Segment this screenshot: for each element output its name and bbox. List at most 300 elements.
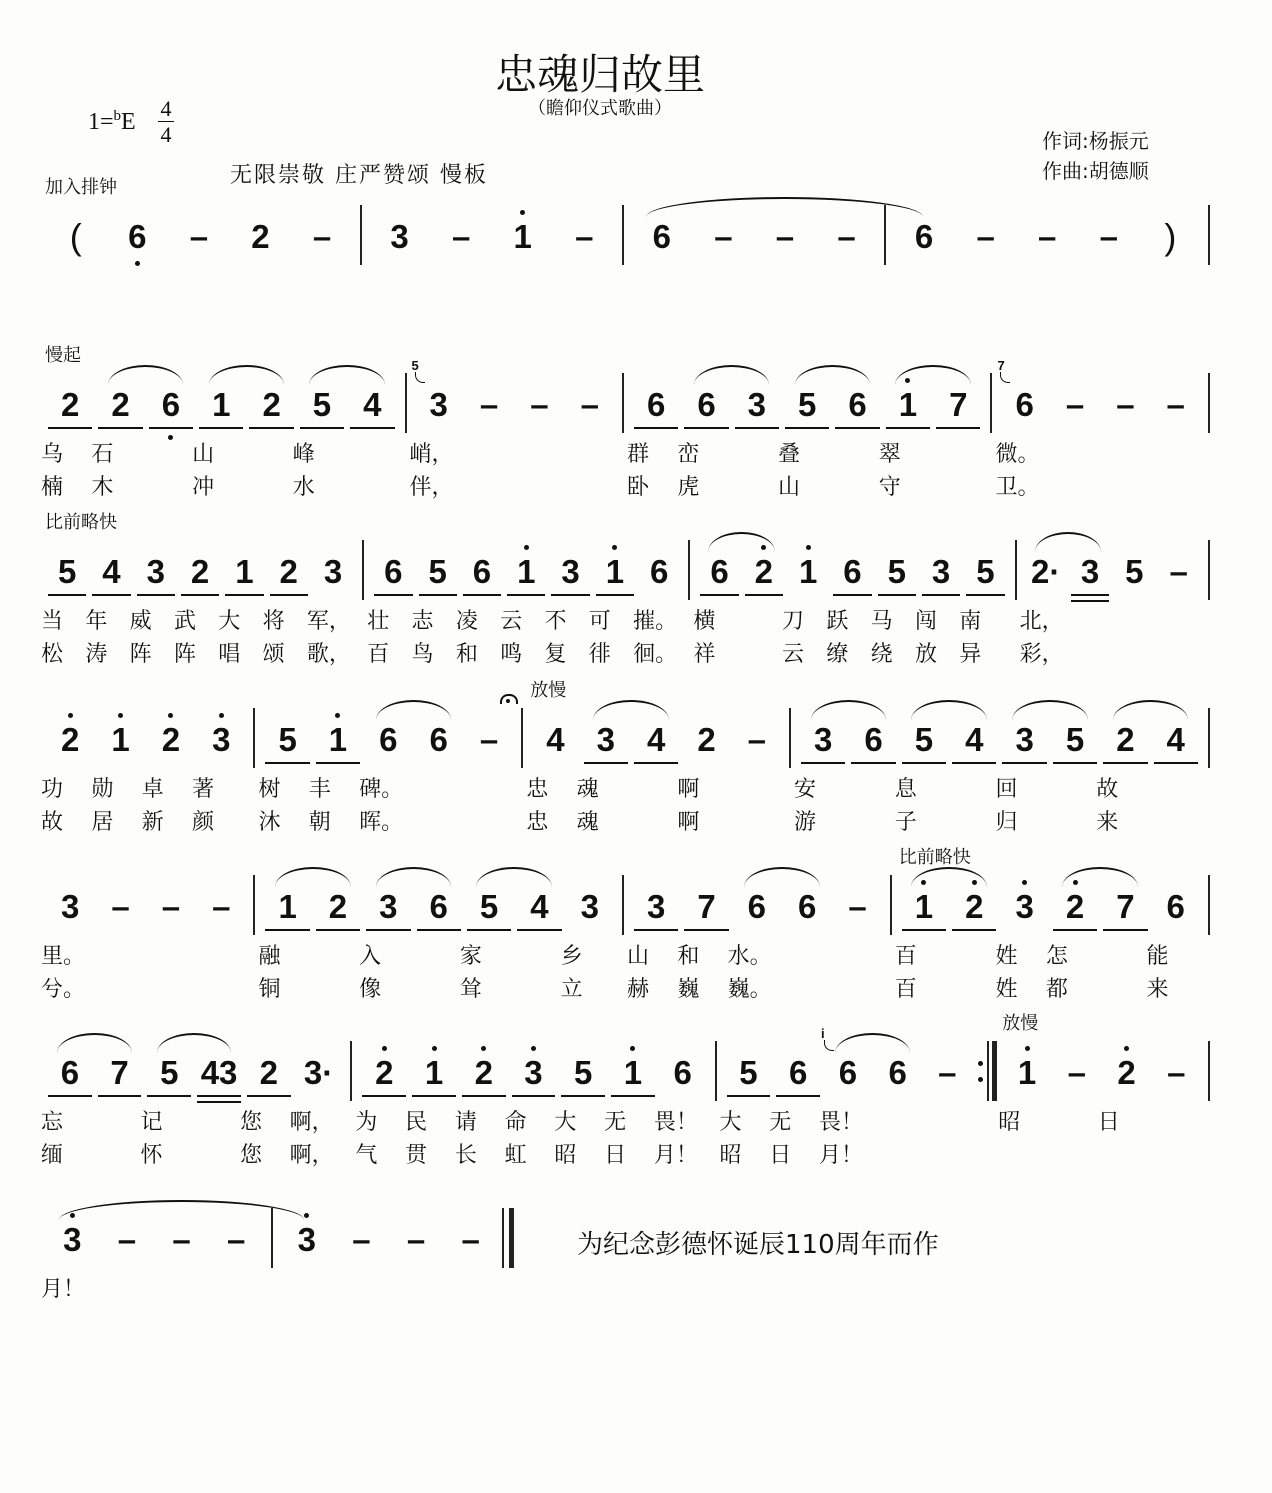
note-cell (914, 512, 963, 682)
underline (270, 594, 308, 596)
dash: – (976, 218, 995, 255)
note: 2 (965, 888, 984, 925)
note: 2 (1116, 721, 1135, 758)
note: 3 (297, 1221, 316, 1258)
lyric-verse-2: 百 (367, 642, 390, 667)
barline (1201, 680, 1217, 850)
repeat-end-barline (972, 1013, 1002, 1183)
underline (902, 762, 946, 764)
underline (316, 929, 360, 931)
lyric-verse-2: 贯 (405, 1143, 428, 1168)
note-cell (95, 1013, 145, 1183)
note-cell (367, 512, 415, 682)
note: 1 (278, 888, 297, 925)
expression-mark: 加入排钟 (45, 177, 117, 198)
lyric-verse-1: 北， (1019, 609, 1064, 634)
lyric-verse-2: 鸟 (411, 642, 434, 667)
note: 6 (646, 386, 666, 423)
underline (417, 929, 461, 931)
lyric-verse-2: 巍。 (727, 977, 772, 1002)
dash: – (451, 218, 471, 255)
note-cell (995, 680, 1049, 850)
lyric-verse-2: 您 (239, 1143, 262, 1168)
note: 2 (1117, 1054, 1136, 1091)
lyric-verse-1: 融 (258, 944, 281, 969)
lyric-verse-2: 立 (560, 977, 583, 1002)
lyric-verse-1: 月！ (41, 1277, 86, 1302)
note: 2 (111, 386, 130, 423)
underline (1002, 762, 1046, 764)
lyric-verse-1: 大 (719, 1110, 742, 1135)
note-cell (626, 345, 681, 515)
lyric-verse-1: 忘 (41, 1110, 64, 1135)
octave-dot-above (68, 713, 73, 718)
lyric-verse-1: 军， (306, 609, 351, 634)
note-cell (878, 345, 933, 515)
lyric-verse-1: 峭， (409, 442, 454, 467)
lyric-verse-2: 来 (1096, 810, 1119, 835)
dash: – (837, 218, 856, 255)
underline (249, 427, 293, 429)
lyric-verse-1: 石 (91, 442, 114, 467)
note: 6 (379, 721, 398, 758)
underline (197, 1101, 241, 1103)
note: 6 (838, 1054, 858, 1091)
octave-dot-above (168, 713, 173, 718)
lyric-verse-1: 当 (41, 609, 64, 634)
note: 2 (262, 386, 281, 423)
note: 6 (697, 386, 716, 423)
underline (137, 594, 175, 596)
note: 2 (61, 721, 80, 758)
note: 2 (61, 386, 80, 423)
dash: – (479, 721, 499, 758)
score-row (45, 177, 1217, 347)
note: 1 (424, 1054, 444, 1091)
note-cell (140, 1013, 194, 1183)
note: 5 (976, 553, 995, 590)
lyric-verse-2: 虹 (504, 1143, 527, 1168)
underline (611, 1095, 655, 1097)
note: 5 (887, 553, 906, 590)
underline (462, 1095, 506, 1097)
lyric-verse-1: 群 (626, 442, 649, 467)
note: 3 (646, 888, 666, 925)
note-cell (459, 847, 514, 1017)
dash: – (352, 1221, 371, 1258)
note: 3 (146, 553, 165, 590)
dash-cell (146, 847, 196, 1017)
note-cell (949, 847, 999, 1017)
note: 1 (914, 888, 934, 925)
note-cell (306, 512, 355, 682)
underline (1053, 929, 1097, 931)
dash-cell (168, 177, 230, 347)
note: 2 (375, 1054, 394, 1091)
note: 6 (914, 218, 934, 255)
lyric-verse-2: 兮。 (41, 977, 86, 1002)
note: 6 (788, 1054, 808, 1091)
note: 2 (251, 218, 270, 255)
lyric-verse-2: 缭 (826, 642, 849, 667)
note-cell (677, 345, 731, 515)
lyric-verse-2: 啊， (289, 1143, 334, 1168)
note: 1 (798, 553, 818, 590)
octave-dot-above (335, 713, 340, 718)
lyric-verse-1: 著 (192, 777, 215, 802)
underline (878, 594, 916, 596)
note: 4 (546, 721, 565, 758)
lyric-verse-2: 唱 (218, 642, 241, 667)
note: 3· (303, 1054, 334, 1091)
dash: – (1099, 218, 1118, 255)
note: 2 (161, 721, 181, 758)
key-signature (88, 108, 136, 136)
underline (362, 1095, 406, 1097)
lyric-verse-2: 姓 (995, 977, 1018, 1002)
underline (350, 427, 394, 429)
note: 6 (864, 721, 883, 758)
lyric-verse-2: 长 (454, 1143, 477, 1168)
lyric-verse-1: 叠 (778, 442, 801, 467)
dash: – (479, 386, 499, 423)
note-cell (959, 512, 1007, 682)
lyric-verse-1: 百 (894, 944, 917, 969)
lyric-verse-1: 微。 (995, 442, 1040, 467)
score-row (41, 512, 1217, 682)
note-cell (91, 345, 145, 515)
note-cell (769, 1013, 823, 1183)
grace-note: 5 (412, 359, 425, 383)
dash-cell (1151, 1013, 1201, 1183)
underline (952, 762, 996, 764)
dash: – (161, 888, 181, 925)
note: 6 (673, 1054, 692, 1091)
note-cell (677, 680, 731, 850)
lyric-verse-1: 畏！ (819, 1110, 864, 1135)
note: 7 (110, 1054, 129, 1091)
time-signature (158, 96, 174, 147)
lyric-verse-2: 像 (359, 977, 382, 1002)
note-cell (526, 680, 580, 850)
dash-cell (816, 177, 878, 347)
dash-cell (732, 680, 782, 850)
dash-cell (1052, 1013, 1102, 1183)
underline (745, 594, 783, 596)
note-cell (893, 177, 955, 347)
note: 5 (798, 386, 817, 423)
note: 6 (848, 386, 867, 423)
note: 6 (60, 1054, 80, 1091)
barline (1201, 345, 1217, 515)
key-flat: b (113, 108, 122, 124)
note: 3 (61, 888, 80, 925)
lyric-verse-1: 翠 (878, 442, 901, 467)
note-cell (870, 512, 919, 682)
note: 2 (1065, 888, 1085, 925)
lyric-verse-2: 卫。 (995, 475, 1040, 500)
note: 2 (328, 888, 348, 925)
note-cell (1068, 512, 1112, 682)
note: 1 (513, 218, 532, 255)
note: 3 (1015, 721, 1034, 758)
note-cell (192, 680, 246, 850)
lyric-verse-1: 和 (677, 944, 700, 969)
note-cell (369, 177, 431, 347)
dash: – (111, 888, 130, 925)
underline (366, 929, 410, 931)
note-cell (848, 680, 898, 850)
note-cell (588, 512, 637, 682)
underline (922, 594, 960, 596)
note-cell (677, 847, 731, 1017)
lyric-verse-2: 来 (1146, 977, 1169, 1002)
lyric-verse-1: 日 (1097, 1110, 1120, 1135)
underline (833, 594, 871, 596)
note-cell (832, 345, 882, 515)
note-cell (359, 847, 413, 1017)
lyric-verse-2: 伴， (409, 475, 454, 500)
lyric-verse-1: 跃 (826, 609, 849, 634)
underline (1154, 762, 1198, 764)
lyric-verse-2: 缅 (41, 1143, 64, 1168)
lyric-verse-1: 横 (693, 609, 716, 634)
lyricist-credit: 作词:杨振元 (1042, 129, 1149, 153)
lyric-verse-2: 怀 (140, 1143, 163, 1168)
note: 4 (646, 721, 666, 758)
barline (353, 177, 369, 347)
lyric-verse-1: 凌 (455, 609, 478, 634)
song-title: 忠魂归故里 (494, 50, 705, 99)
lyric-verse-2: 颂 (262, 642, 285, 667)
note: 6 (843, 553, 862, 590)
dash: – (775, 218, 795, 255)
lyric-verse-2: 气 (355, 1143, 378, 1168)
lyric-verse-1: 年 (85, 609, 108, 634)
note-cell (819, 1013, 873, 1183)
lyric-verse-1: 畏！ (653, 1110, 698, 1135)
underline (197, 1095, 241, 1097)
note-cell (1100, 847, 1150, 1017)
lyric-verse-2: 徘 (588, 642, 611, 667)
dash-cell (443, 1180, 498, 1350)
dash: – (1166, 386, 1185, 423)
dash: – (747, 721, 767, 758)
lyric-verse-2: 楠 (41, 475, 64, 500)
lyric-verse-2: 阵 (129, 642, 152, 667)
dash-cell (1157, 512, 1201, 682)
note-cell (492, 177, 554, 347)
lyric-verse-2: 歌， (306, 642, 351, 667)
underline (316, 762, 360, 764)
note-cell (359, 680, 413, 850)
underline (1103, 929, 1147, 931)
note-cell (826, 512, 874, 682)
dash: – (530, 386, 549, 423)
dash-cell (209, 1180, 264, 1350)
underline (48, 427, 92, 429)
note-cell (107, 177, 169, 347)
note: 6 (1166, 888, 1185, 925)
octave-dot-above (118, 713, 123, 718)
note-cell (604, 1013, 658, 1183)
lyric-verse-2: 阵 (173, 642, 196, 667)
note: 1 (1017, 1054, 1037, 1091)
octave-dot-above (1025, 1046, 1030, 1051)
dash: – (227, 1221, 246, 1258)
lyric-verse-2: 涛 (85, 642, 108, 667)
octave-dot-above (520, 210, 525, 215)
lyric-verse-1: 功 (41, 777, 64, 802)
note-cell (693, 512, 741, 682)
lyric-verse-1: 忠 (526, 777, 549, 802)
underline (265, 762, 309, 764)
dash: – (938, 1054, 957, 1091)
barline (1201, 1013, 1217, 1183)
octave-dot-above (1124, 1046, 1129, 1051)
dash-cell (955, 177, 1017, 347)
lyric-verse-1: 为 (355, 1110, 378, 1135)
note: 3 (524, 1054, 543, 1091)
lyric-verse-2: 巍 (677, 977, 700, 1002)
bracket: ( (69, 216, 82, 257)
note: 3 (212, 721, 231, 758)
note-cell (1045, 847, 1100, 1017)
note-cell (230, 177, 292, 347)
note: 6 (650, 553, 669, 590)
underline (412, 1095, 456, 1097)
underline (966, 594, 1004, 596)
lyric-verse-1: 山 (626, 944, 649, 969)
dash: – (172, 1221, 191, 1258)
note: 3 (379, 888, 398, 925)
lyric-verse-2: 冲 (192, 475, 215, 500)
note-cell (41, 847, 95, 1017)
octave-dot-above (382, 1046, 387, 1051)
note-cell (454, 1013, 509, 1183)
note-cell (631, 680, 681, 850)
lyric-verse-1: 可 (588, 609, 611, 634)
note-cell (1146, 847, 1201, 1017)
note-cell (544, 512, 592, 682)
note: 6 (429, 721, 448, 758)
lyric-verse-2: 耸 (459, 977, 482, 1002)
underline (1071, 594, 1109, 596)
lyric-verse-1: 安 (794, 777, 817, 802)
lyric-verse-2: 日 (604, 1143, 627, 1168)
lyric-verse-2: 彩， (1019, 642, 1064, 667)
dash-cell (389, 1180, 444, 1350)
dash: – (189, 218, 209, 255)
note-cell (1050, 680, 1100, 850)
note-cell (576, 680, 631, 850)
underline (727, 1095, 771, 1097)
note: 4 (102, 553, 121, 590)
underline (634, 929, 678, 931)
lyric-verse-1: 将 (262, 609, 285, 634)
dash-cell (196, 847, 246, 1017)
underline (902, 929, 946, 931)
note: 3 (596, 721, 615, 758)
lyric-verse-2: 日 (769, 1143, 792, 1168)
note-cell (873, 1013, 923, 1183)
note: 2 (474, 1054, 493, 1091)
lyric-verse-2: 徊。 (633, 642, 678, 667)
lyric-verse-1: 息 (894, 777, 917, 802)
lyric-verse-2: 魂 (576, 810, 599, 835)
note-cell (262, 512, 311, 682)
note: 43 (200, 1054, 238, 1091)
dash-cell (95, 847, 145, 1017)
underline (147, 1095, 191, 1097)
note-cell (218, 512, 266, 682)
note-cell (1140, 177, 1202, 347)
lyric-verse-1: 您 (239, 1110, 262, 1135)
octave-dot-above (630, 1046, 635, 1051)
note: 1 (111, 721, 130, 758)
note: 5 (57, 553, 77, 590)
grace-note: 7 (997, 359, 1010, 383)
lyric-verse-1: 丰 (308, 777, 331, 802)
note: 3 (580, 888, 599, 925)
dash: – (848, 888, 867, 925)
note-cell (409, 345, 464, 515)
lyric-verse-1: 威 (129, 609, 152, 634)
lyric-verse-2: 子 (894, 810, 917, 835)
underline (225, 594, 263, 596)
dash: – (312, 218, 332, 255)
note: 6 (888, 1054, 907, 1091)
lyric-verse-1: 里。 (41, 944, 86, 969)
key-note: E (121, 109, 136, 135)
underline (517, 929, 561, 931)
note-cell (45, 177, 117, 347)
note-cell (778, 345, 832, 515)
underline (512, 1095, 556, 1097)
note: 5 (428, 553, 447, 590)
note: 3 (747, 386, 767, 423)
note: 6 (1015, 386, 1034, 423)
underline (561, 1095, 605, 1097)
underline (596, 594, 634, 596)
note: 5 (914, 721, 934, 758)
note: 5 (1125, 553, 1144, 590)
underline (92, 594, 130, 596)
dash: – (1065, 386, 1085, 423)
lyric-verse-2: 忠 (526, 810, 549, 835)
dash: – (461, 1221, 480, 1258)
note-cell (280, 1180, 335, 1350)
note: 6 (128, 218, 147, 255)
note-cell (782, 512, 830, 682)
dash: – (117, 1221, 137, 1258)
note-cell (41, 1180, 100, 1350)
dash: – (580, 386, 599, 423)
note: 2 (190, 553, 210, 590)
note: 3 (390, 218, 409, 255)
note-cell (514, 847, 564, 1017)
octave-dot-above (612, 545, 617, 550)
dash-cell (430, 177, 492, 347)
lyric-verse-2: 故 (41, 810, 64, 835)
dedication-note: 为纪念彭德怀诞辰110周年而作 (577, 1230, 939, 1260)
lyric-verse-2: 颜 (192, 810, 215, 835)
dash-cell (291, 177, 353, 347)
octave-dot-above (531, 1046, 536, 1051)
lyric-verse-1: 无 (604, 1110, 627, 1135)
note-cell (308, 680, 363, 850)
note-cell (41, 1013, 95, 1183)
